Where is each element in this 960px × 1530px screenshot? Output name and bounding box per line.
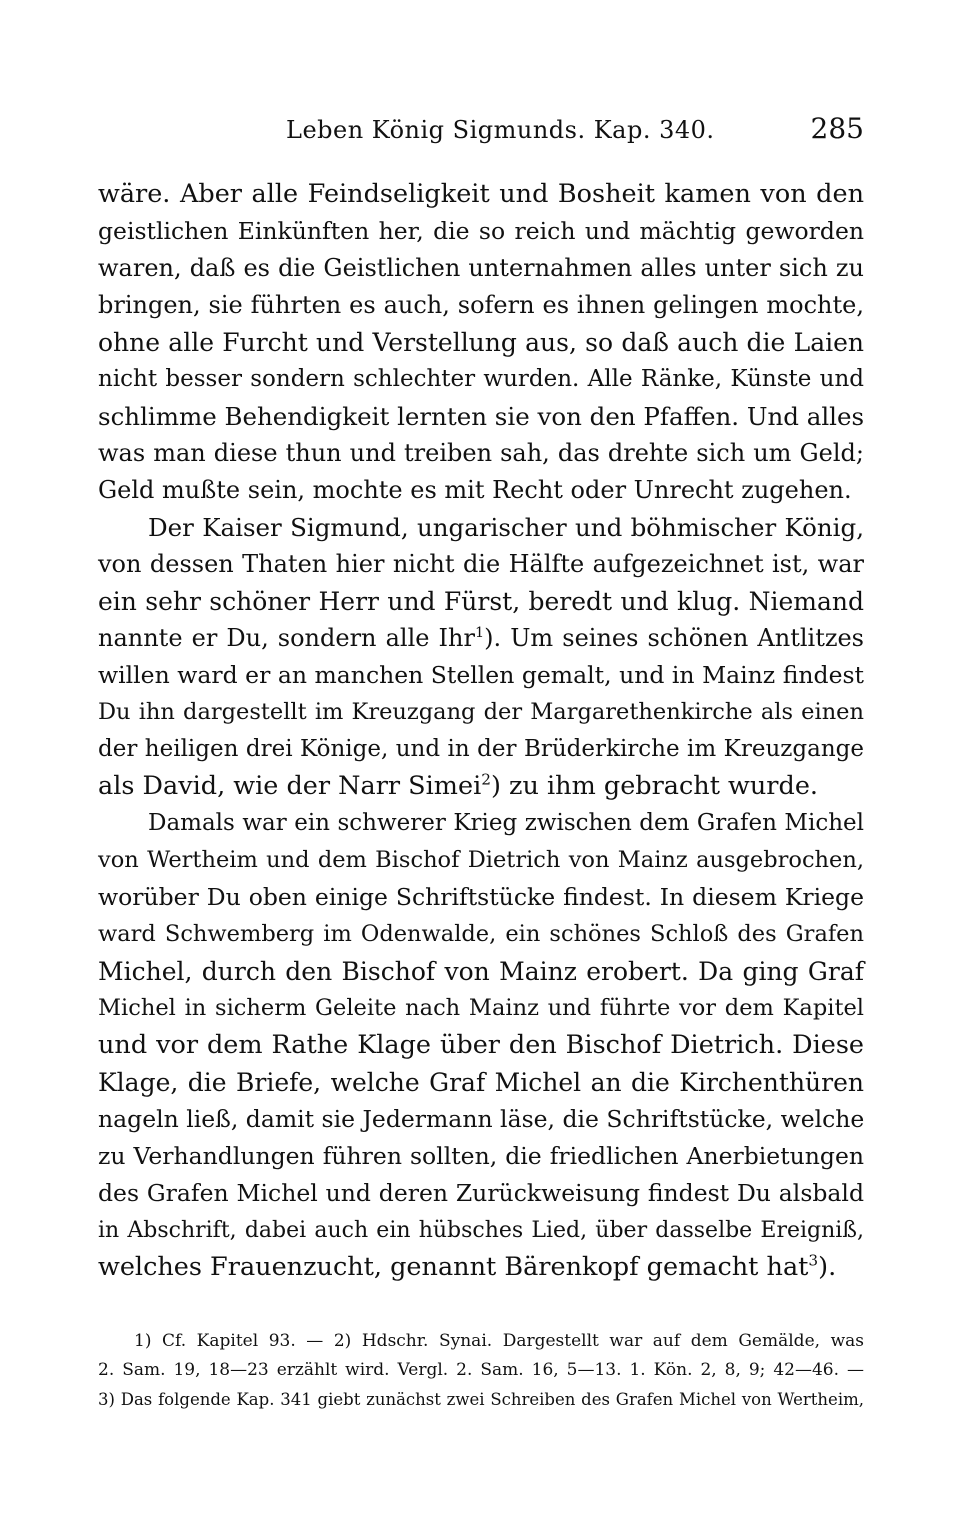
text-line-with-footnote (98, 1249, 864, 1286)
text-line: ward Schwemberg im Odenwalde, ein schönes Schloß des Grafen (98, 921, 864, 947)
footnote-mark: 2 (481, 770, 491, 789)
text-line: was man diese thun und treiben sah, das drehte sich um Geld; (98, 439, 864, 467)
footnote-line: 1) Cf. Kapitel 93. — 2) Hdschr. Synai. Dargestellt war auf dem Gemälde, was (134, 1331, 864, 1351)
text-line: Michel, durch den Bischof von Mainz erobert. Da ging Graf (98, 957, 864, 986)
text-line: willen ward er an manchen Stellen gemalt, und in Mainz findest (98, 661, 864, 689)
text-line: geistlichen Einkünften her, die so reich und mächtig geworden (98, 217, 864, 245)
text-line: Damals war ein schwerer Krieg zwischen dem Grafen Michel (148, 810, 864, 836)
page-number: 285 (810, 112, 864, 145)
text-line: von dessen Thaten hier nicht die Hälfte aufgezeichnet ist, war (98, 550, 864, 578)
text-segment: als David, wie der Narr Simei (98, 771, 482, 801)
text-segment: nannte er Du, sondern alle Ihr (98, 624, 475, 652)
text-line: ein sehr schöner Herr und Fürst, beredt und klug. Niemand (98, 587, 864, 616)
text-segment: ). (818, 1252, 837, 1282)
text-line: ohne alle Furcht und Verstellung aus, so daß auch die Laien (98, 328, 864, 357)
text-line: schlimme Behendigkeit lernten sie von den Pfaffen. Und alles (98, 402, 865, 431)
text-line: Geld mußte sein, mochte es mit Recht oder Unrecht zugehen. (98, 476, 852, 504)
text-segment: welches Frauenzucht, genannt Bärenkopf gemacht hat (98, 1252, 809, 1282)
text-segment: ) zu ihm gebracht wurde. (490, 771, 819, 801)
text-line: Du ihn dargestellt im Kreuzgang der Margarethenkirche als einen (98, 699, 864, 725)
footnote-mark: 3 (808, 1251, 819, 1270)
text-line: nageln ließ, damit sie Jedermann läse, die Schriftstücke, welche (98, 1105, 865, 1133)
text-segment: ). Um seines schönen Antlitzes (484, 624, 864, 652)
text-line-with-footnote (98, 768, 864, 805)
body-text (98, 176, 864, 1286)
footnotes (98, 1327, 864, 1414)
text-line: von Wertheim und dem Bischof Dietrich von Mainz ausgebrochen, (98, 847, 864, 873)
footnote-line: 2. Sam. 19, 18—23 erzählt wird. Vergl. 2. Sam. 16, 5—13. 1. Kön. 2, 8, 9; 42—46. — (98, 1360, 864, 1380)
text-line: und vor dem Rathe Klage über den Bischof Dietrich. Diese (98, 1030, 864, 1060)
text-line: der heiligen drei Könige, und in der Brüderkirche im Kreuzgange (98, 736, 864, 762)
page-header (98, 112, 864, 152)
text-line: waren, daß es die Geistlichen unternahmen alles unter sich zu (98, 254, 864, 282)
footnote-line: 3) Das folgende Kap. 341 giebt zunächst zwei Schreiben des Grafen Michel von Wertheim, (98, 1390, 864, 1409)
text-line: zu Verhandlungen führen sollten, die friedlichen Anerbietungen (98, 1142, 864, 1170)
text-line: nicht besser sondern schlechter wurden. Alle Ränke, Künste und (98, 366, 864, 392)
text-line: worüber Du oben einige Schriftstücke findest. In diesem Kriege (98, 883, 864, 911)
text-line: Der Kaiser Sigmund, ungarischer und böhmischer König, (148, 513, 864, 542)
text-line: bringen, sie führten es auch, sofern es ihnen gelingen mochte, (98, 291, 864, 319)
footnote-mark: 1 (474, 625, 485, 641)
text-line: wäre. Aber alle Feindseligkeit und Bosheit kamen von den (98, 179, 864, 209)
running-title: Leben König Sigmunds. Kap. 340. (286, 116, 715, 144)
text-line: in Abschrift, dabei auch ein hübsches Lied, über dasselbe Ereigniß, (98, 1218, 864, 1243)
text-line: Michel in sicherm Geleite nach Mainz und führte vor dem Kapitel (98, 995, 864, 1021)
text-line: Klage, die Briefe, welche Graf Michel an die Kirchenthüren (98, 1068, 864, 1097)
text-line-with-footnote (98, 620, 864, 657)
text-line: des Grafen Michel und deren Zurückweisung findest Du alsbald (98, 1179, 864, 1207)
